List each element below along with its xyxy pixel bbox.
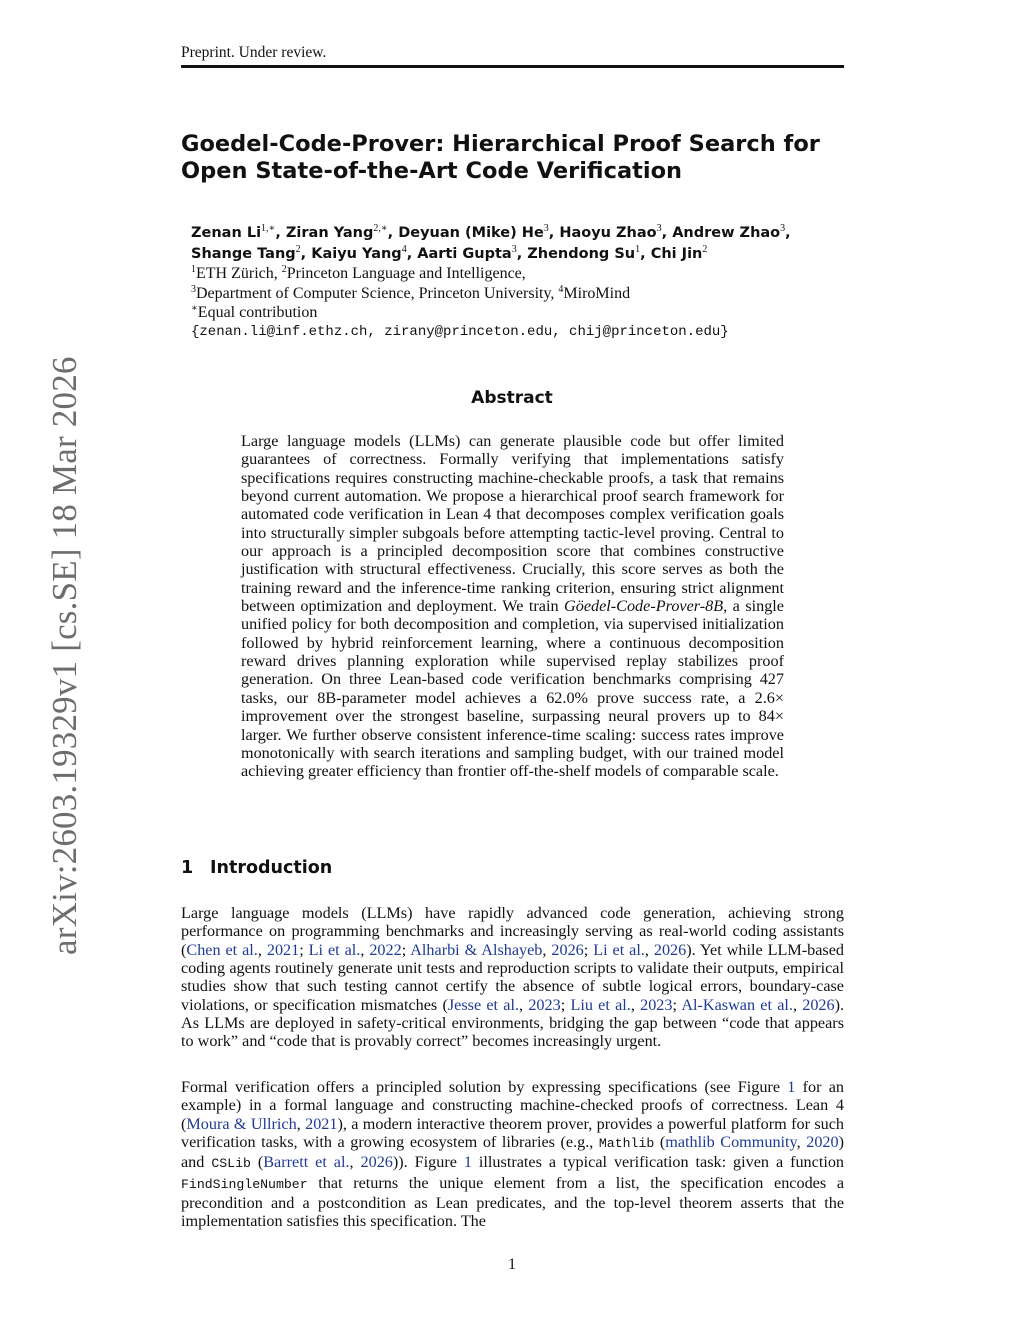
title-line-1: Goedel-Code-Prover: Hierarchical Proof Search for bbox=[181, 131, 820, 157]
citation-link[interactable]: Alharbi & Alshayeb bbox=[410, 940, 543, 959]
citation-link[interactable]: Moura & Ullrich bbox=[186, 1114, 297, 1133]
title-line-2: Open State-of-the-Art Code Verification bbox=[181, 158, 683, 184]
citation-link[interactable]: Chen et al. bbox=[186, 940, 258, 959]
author-line-2: Shange Tang$^2$, Kaiyu Yang$^4$, Aarti Gupta$^3$, Zhendong Su$^1$, Chi Jin$^2$ bbox=[191, 243, 708, 262]
citation-link[interactable]: Li et al. bbox=[593, 940, 645, 959]
citation-link[interactable]: Al-Kaswan et al. bbox=[681, 995, 793, 1014]
author-name: Shange Tang bbox=[191, 245, 296, 262]
author-affiliation-mark: 3 bbox=[656, 223, 662, 234]
affiliation-line-2: $^3$Department of Computer Science, Princeton University, $^4$MiroMind bbox=[191, 283, 631, 302]
code-term: FindSingleNumber bbox=[181, 1176, 308, 1192]
paper-title bbox=[181, 131, 844, 185]
equal-contribution-note: ∗Equal contribution bbox=[191, 303, 318, 321]
citation-year-link[interactable]: 2023 bbox=[528, 995, 561, 1014]
author-name: Andrew Zhao bbox=[672, 225, 781, 241]
author-affiliation-mark: 1 bbox=[635, 243, 641, 255]
citation-year-link[interactable]: 2026 bbox=[551, 940, 584, 959]
author-name: Chi Jin bbox=[650, 245, 703, 262]
citation-link[interactable]: Liu et al. bbox=[570, 995, 631, 1014]
figure-reference-link[interactable]: 1 bbox=[463, 1153, 472, 1172]
citation-year-link[interactable]: 2023 bbox=[640, 995, 673, 1014]
code-term: Mathlib bbox=[598, 1136, 655, 1152]
author-affiliation-mark: 3 bbox=[780, 223, 786, 234]
affiliation-line-1: $^1$ETH Zürich, $^2$Princeton Language and Intelligence, bbox=[191, 264, 526, 282]
author-affiliation-mark: 2 bbox=[295, 243, 301, 255]
abstract-heading: Abstract bbox=[471, 388, 553, 408]
author-name: Ziran Yang bbox=[285, 225, 374, 241]
section-title: Introduction bbox=[210, 858, 333, 878]
citation-link[interactable]: mathlib Community bbox=[665, 1133, 797, 1152]
section-heading-introduction bbox=[181, 858, 332, 878]
intro-paragraph-2: Formal verification offers a principled solution by expressing specifications (see Figure 1 for an example) in a formal language and constructing machine-checked proofs of correctness. Lean 4 (Moura & Ullrich, 2021), a modern interactive theorem prover, provides a powerful platform for such verification tasks, with a growing ecosystem of libraries (e.g., Mathlib (mathlib Community, 2020) and CSLib (Barrett et al., 2026)). Figure 1 illustrates a typical verification task: given a function FindSingleNumber that returns the unique element from a list, the specification encodes a precondition and a postcondition as Lean predicates, and the top-level theorem asserts that the implementation satisfies this specification. The bbox=[181, 1078, 845, 1231]
page-number: 1 bbox=[508, 1256, 516, 1273]
author-affiliation-mark: 3 bbox=[543, 223, 549, 234]
author-affiliation-mark: 4 bbox=[401, 243, 407, 255]
citation-year-link[interactable]: 2026 bbox=[653, 940, 687, 959]
citation-link[interactable]: Li et al. bbox=[308, 940, 361, 959]
author-name: Kaiyu Yang bbox=[311, 245, 402, 262]
author-affiliation-mark: 2 bbox=[702, 243, 708, 255]
author-affiliation-mark: 3 bbox=[511, 243, 517, 255]
author-block bbox=[191, 223, 791, 342]
header-rule bbox=[181, 65, 844, 68]
figure-reference-link[interactable]: 1 bbox=[787, 1078, 796, 1096]
arxiv-identifier-stamp: arXiv:2603.19329v1 [cs.SE] 18 Mar 2026 bbox=[45, 356, 84, 955]
citation-year-link[interactable]: 2021 bbox=[266, 940, 300, 959]
model-name: Göedel-Code-Prover-8B bbox=[564, 597, 724, 616]
citation-link[interactable]: Barrett et al. bbox=[263, 1153, 350, 1172]
author-name: Aarti Gupta bbox=[417, 245, 512, 262]
citation-year-link[interactable]: 2020 bbox=[806, 1133, 839, 1152]
author-name: Zenan Li bbox=[191, 225, 262, 241]
author-affiliation-mark: 2,∗ bbox=[373, 223, 388, 234]
author-name: Haoyu Zhao bbox=[559, 225, 657, 241]
preprint-note: Preprint. Under review. bbox=[181, 44, 327, 61]
section-number: 1 bbox=[181, 858, 194, 878]
abstract-text: Large language models (LLMs) can generate plausible code but offer limited guarantees of correctness. Formally verifying that implementations satisfy specifications requires constructing machine-checkable proofs, a task that remains beyond current automation. We propose a hierarchical proof search framework for automated code verification in Lean 4 that decomposes complex verification goals into structurally simpler subgoals before attempting tactic-level proving. Central to our approach is a principled decomposition score that combines constructive justification with structural effectiveness. Crucially, this score serves as both the training reward and the inference-time ranking criterion, ensuring strict alignment between optimization and deployment. We train Göedel-Code-Prover-8B, a single unified policy for both decomposition and completion, via supervised initialization followed by hybrid reinforcement learning, where a continuous decomposition reward drives planning exploration while supervised replay stabilizes proof generation. On three Lean-based code verification benchmarks comprising 427 tasks, our 8B-parameter model achieves a 62.0% prove success rate, a 2.6× improvement over the strongest baseline, surpassing neural provers up to 84× larger. We further observe consistent inference-time scaling: success rates improve monotonically with search iterations and sampling budget, with our trained model achieving greater efficiency than frontier off-the-shelf models of comparable scale. bbox=[241, 432, 784, 781]
code-term: CSLib bbox=[211, 1156, 251, 1172]
citation-year-link[interactable]: 2026 bbox=[360, 1153, 393, 1172]
author-emails: {zenan.li@inf.ethz.ch, zirany@princeton.edu, chij@princeton.edu} bbox=[191, 323, 729, 340]
citation-link[interactable]: Jesse et al. bbox=[447, 995, 520, 1014]
citation-year-link[interactable]: 2026 bbox=[802, 995, 835, 1014]
author-name: Deyuan (Mike) He bbox=[398, 225, 544, 241]
author-name: Zhendong Su bbox=[527, 245, 636, 262]
citation-year-link[interactable]: 2021 bbox=[305, 1114, 338, 1133]
intro-paragraph-1: Large language models (LLMs) have rapidly advanced code generation, achieving strong performance on programming benchmarks and increasingly serving as real-world coding assistants (Chen et al., 2021; Li et al., 2022; Alharbi & Alshayeb, 2026; Li et al., 2026). Yet while LLM-based coding agents routinely generate unit tests and reproduction scripts to validate their outputs, empirical studies show that such testing cannot certify the absence of subtle logical errors, boundary-case violations, or specification mismatches (Jesse et al., 2023; Liu et al., 2023; Al-Kaswan et al., 2026). As LLMs are deployed in safety-critical environments, bridging the gap between “code that appears to work” and “code that is provably correct” becomes increasingly urgent. bbox=[181, 904, 845, 1051]
citation-year-link[interactable]: 2022 bbox=[369, 940, 402, 959]
author-affiliation-mark: 1,∗ bbox=[261, 223, 276, 234]
author-line-1: Zenan $Li^{1,∗}$, Ziran Yang$^{2,∗}$, Deyuan (Mike) He$^3$, Haoyu Zhao$^3$, Andrew Zhao$^3$, bbox=[191, 223, 791, 241]
